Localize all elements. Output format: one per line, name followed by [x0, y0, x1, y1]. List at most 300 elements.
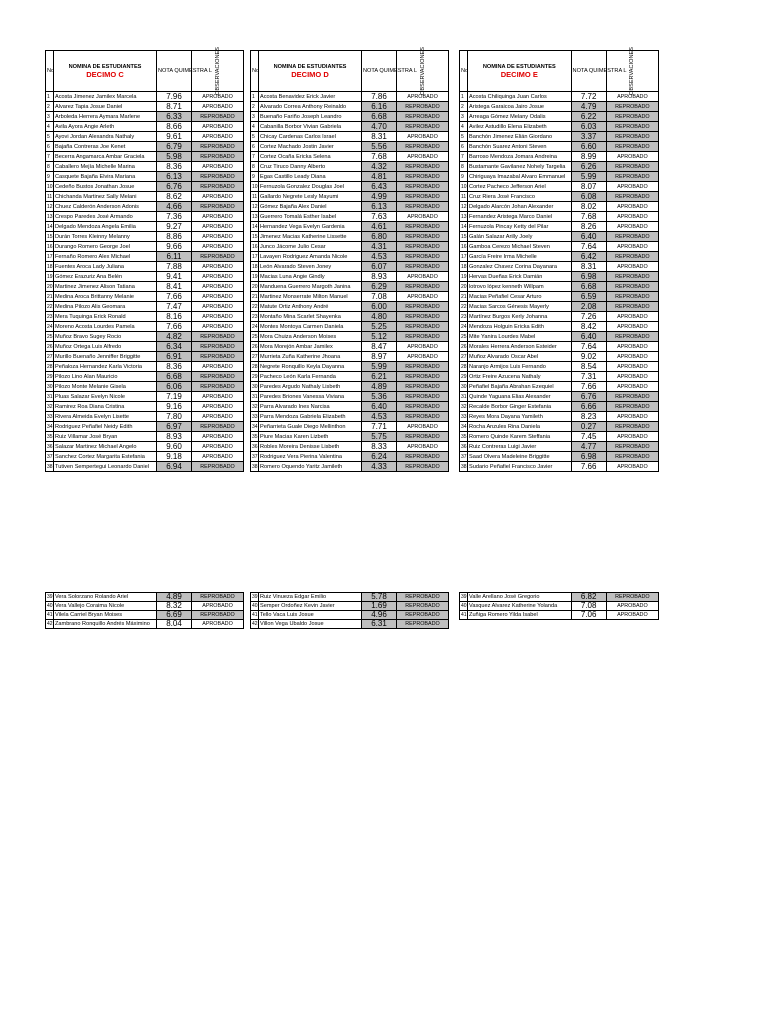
status-label: APROBADO: [192, 392, 244, 402]
student-name: Fernandez Aristega Marco Daniel: [468, 212, 572, 222]
row-number: 12: [47, 203, 53, 210]
student-row: [460, 392, 659, 402]
row-number: 6: [460, 142, 468, 152]
student-row: [251, 262, 449, 272]
student-name: Cortez Pacheco Jefferson Ariel: [468, 182, 572, 192]
grade-value: 6.76: [571, 392, 606, 402]
student-row: [460, 212, 659, 222]
status-label: REPROBADO: [606, 232, 658, 242]
status-label: REPROBADO: [606, 162, 658, 172]
grade-value: 4.99: [362, 192, 397, 202]
grade-value: 6.42: [571, 252, 606, 262]
row-number: 29: [47, 373, 53, 380]
student-row: [46, 402, 244, 412]
status-label: APROBADO: [606, 182, 658, 192]
status-label: REPROBADO: [192, 382, 244, 392]
grade-value: 6.80: [362, 232, 397, 242]
row-number: 35: [252, 433, 258, 440]
grade-value: 8.36: [157, 362, 192, 372]
student-row: [251, 212, 449, 222]
row-number: 33: [252, 413, 258, 420]
status-label: APROBADO: [192, 272, 244, 282]
student-name: Villon Vega Ubaldo Josue: [259, 620, 362, 629]
status-label: APROBADO: [606, 312, 658, 322]
row-number: 17: [47, 253, 53, 260]
header-no: No: [46, 51, 54, 92]
student-name: García Freire Irma Michelle: [468, 252, 572, 262]
row-number: 8: [460, 162, 468, 172]
student-row: [251, 272, 449, 282]
row-number: 9: [46, 172, 54, 182]
grade-value: 6.29: [362, 282, 397, 292]
student-name: Negrete Ronquillo Keyla Dayanna: [259, 362, 362, 372]
grade-value: 6.11: [157, 252, 192, 262]
row-number: 23: [461, 313, 467, 320]
student-name: Vilela Carriel Bryan Moises: [54, 611, 157, 620]
student-row: [46, 102, 244, 112]
status-label: REPROBADO: [397, 312, 449, 322]
grade-value: 4.66: [157, 202, 192, 212]
status-label: APROBADO: [192, 302, 244, 312]
row-number: 35: [461, 433, 467, 440]
student-name: Muñoz Ortega Luis Alfredo: [54, 342, 157, 352]
row-number: 31: [461, 393, 467, 400]
status-label: REPROBADO: [397, 452, 449, 462]
student-row: [460, 422, 659, 432]
row-number: 21: [47, 293, 53, 300]
grade-value: 6.60: [571, 142, 606, 152]
row-number: 9: [460, 172, 468, 182]
grade-value: 7.66: [157, 322, 192, 332]
student-row: [46, 382, 244, 392]
grade-value: 5.98: [157, 152, 192, 162]
grade-value: 6.40: [571, 232, 606, 242]
header-observations: OBSERVACIONES: [629, 47, 636, 95]
row-number: 11: [252, 193, 258, 200]
status-label: REPROBADO: [606, 302, 658, 312]
student-name: Buenaño Fariño Joseph Leandro: [259, 112, 362, 122]
grade-value: 7.63: [362, 212, 397, 222]
student-name: Gómez Erazuriz Ana Belén: [54, 272, 157, 282]
grade-value: 9.66: [157, 242, 192, 252]
student-name: Ortiz Freire Azucena Nathaly: [468, 372, 572, 382]
student-row: [460, 182, 659, 192]
header-grade: NOTA QUIMESTRA L: [157, 51, 192, 92]
row-number: 28: [252, 363, 258, 370]
student-row: [460, 593, 659, 602]
grade-value: 8.07: [571, 182, 606, 192]
status-label: REPROBADO: [397, 262, 449, 272]
status-label: APROBADO: [606, 92, 658, 102]
header-observations: OBSERVACIONES: [214, 47, 221, 95]
student-name: Pacheco León Karla Fernanda: [259, 372, 362, 382]
grade-value: 8.16: [157, 312, 192, 322]
status-label: REPROBADO: [397, 602, 449, 611]
row-number: 41: [252, 612, 258, 618]
student-row: [251, 252, 449, 262]
row-number: 38: [461, 463, 467, 470]
course-table-decimo-c-continued: [45, 592, 244, 629]
grade-value: 6.07: [362, 262, 397, 272]
row-number: 19: [47, 273, 53, 280]
student-row: [460, 252, 659, 262]
status-label: REPROBADO: [397, 432, 449, 442]
header-observations-cell: [397, 47, 449, 95]
row-number: 30: [461, 383, 467, 390]
student-row: [46, 222, 244, 232]
grade-value: 7.45: [571, 432, 606, 442]
row-number: 3: [460, 112, 468, 122]
status-label: APROBADO: [606, 262, 658, 272]
row-number: 5: [460, 132, 468, 142]
student-name: Rivera Almeida Evelyn Lisette: [54, 412, 157, 422]
status-label: REPROBADO: [606, 593, 658, 602]
student-name: Junco Jácome Julio Cesar: [259, 242, 362, 252]
status-label: APROBADO: [192, 412, 244, 422]
status-label: APROBADO: [397, 292, 449, 302]
student-name: Hervas Dueñas Erick Damián: [468, 272, 572, 282]
student-row: [46, 252, 244, 262]
grade-value: 7.66: [157, 292, 192, 302]
row-number: 16: [461, 243, 467, 250]
grade-value: 8.41: [157, 282, 192, 292]
course-table-decimo-e-continued: [459, 592, 659, 620]
row-number: 36: [252, 443, 258, 450]
row-number: 14: [47, 223, 53, 230]
student-name: Semper Ordoñez Kevin Javier: [259, 602, 362, 611]
grade-value: 8.62: [157, 192, 192, 202]
student-row: [251, 402, 449, 412]
status-label: REPROBADO: [397, 462, 449, 472]
grade-value: 4.79: [571, 102, 606, 112]
student-name: Cruz Riera José Francisco: [468, 192, 572, 202]
grade-value: 6.82: [571, 593, 606, 602]
student-name: Quinde Yaguana Elias Alexander: [468, 392, 572, 402]
student-row: [251, 382, 449, 392]
header-title: NOMINA DE ESTUDIANTES: [68, 64, 142, 70]
row-number: 6: [251, 142, 259, 152]
student-name: Rocha Anzules Rina Daniela: [468, 422, 572, 432]
student-row: [460, 602, 659, 611]
grade-value: 6.21: [362, 372, 397, 382]
grade-value: 7.64: [571, 342, 606, 352]
student-name: Delgado Alarcón Johan Alexander: [468, 202, 572, 212]
grade-value: 7.31: [571, 372, 606, 382]
student-row: [251, 322, 449, 332]
grade-value: 9.18: [157, 452, 192, 462]
student-row: [46, 332, 244, 342]
student-row: [46, 212, 244, 222]
course-name: DECIMO D: [291, 70, 329, 79]
student-name: Gamboa Cerezo Michael Steven: [468, 242, 572, 252]
row-number: 10: [252, 183, 258, 190]
status-label: APROBADO: [606, 352, 658, 362]
status-label: APROBADO: [397, 442, 449, 452]
row-number: 4: [460, 122, 468, 132]
student-name: Macias Luna Angie Gindly: [259, 272, 362, 282]
status-label: REPROBADO: [606, 132, 658, 142]
status-label: REPROBADO: [606, 172, 658, 182]
student-name: Bustamante Gavilanez Nohely Targelia: [468, 162, 572, 172]
grade-value: 7.96: [157, 92, 192, 102]
grade-value: 7.08: [362, 292, 397, 302]
status-label: APROBADO: [397, 92, 449, 102]
student-name: Martinez Jimenez Alison Tatiana: [54, 282, 157, 292]
student-row: [460, 122, 659, 132]
student-name: Medina Aroca Brittanny Melanie: [54, 292, 157, 302]
status-label: REPROBADO: [397, 282, 449, 292]
row-number: 40: [47, 603, 53, 609]
grade-value: 8.23: [571, 412, 606, 422]
student-name: Avila Ayora Angie Arleth: [54, 122, 157, 132]
student-row: [460, 352, 659, 362]
grade-value: 7.36: [157, 212, 192, 222]
status-label: APROBADO: [192, 122, 244, 132]
student-row: [460, 262, 659, 272]
row-number: 11: [461, 193, 467, 200]
grade-value: 4.82: [157, 332, 192, 342]
student-name: Montaño Mina Scarlet Shayenka: [259, 312, 362, 322]
status-label: APROBADO: [397, 132, 449, 142]
row-number: 2: [460, 102, 468, 112]
student-name: Acosta Benavidez Erick Javier: [259, 92, 362, 102]
student-name: Delgado Mendoza Angela Emilia: [54, 222, 157, 232]
header-title-cell: [259, 51, 362, 92]
status-label: REPROBADO: [397, 222, 449, 232]
student-row: [460, 462, 659, 472]
status-label: APROBADO: [606, 602, 658, 611]
student-row: [46, 192, 244, 202]
status-label: APROBADO: [606, 462, 658, 472]
grade-value: 4.80: [362, 312, 397, 322]
row-number: 13: [47, 213, 53, 220]
student-name: Barroso Mendoza Jomara Andreina: [468, 152, 572, 162]
row-number: 32: [47, 403, 53, 410]
course-name: DECIMO E: [500, 70, 538, 79]
grade-value: 6.68: [157, 372, 192, 382]
student-row: [251, 452, 449, 462]
grade-value: 7.72: [571, 92, 606, 102]
grade-value: 6.59: [571, 292, 606, 302]
status-label: REPROBADO: [192, 112, 244, 122]
grade-value: 8.31: [362, 132, 397, 142]
status-label: REPROBADO: [397, 112, 449, 122]
grade-value: 8.32: [157, 602, 192, 611]
student-name: Parra Mendoza Gabriela Elizabeth: [259, 412, 362, 422]
student-name: Muñoz Alvarado Oscar Abel: [468, 352, 572, 362]
grade-value: 8.36: [157, 162, 192, 172]
grade-value: 8.31: [571, 262, 606, 272]
status-label: REPROBADO: [397, 202, 449, 212]
header-title-cell: [468, 51, 572, 92]
row-number: 25: [47, 333, 53, 340]
student-row: [251, 182, 449, 192]
student-name: Fernuzola Pincay Ketty del Pilar: [468, 222, 572, 232]
row-number: 3: [251, 112, 259, 122]
table-header-row: [460, 51, 659, 92]
status-label: APROBADO: [192, 282, 244, 292]
student-name: Recalde Borbor Ginger Estefania: [468, 402, 572, 412]
status-label: APROBADO: [397, 352, 449, 362]
student-name: León Alvarado Steven Joney: [259, 262, 362, 272]
grade-value: 5.75: [362, 432, 397, 442]
status-label: REPROBADO: [397, 102, 449, 112]
student-row: [46, 611, 244, 620]
student-name: Galán Salazar Arilly Joely: [468, 232, 572, 242]
grade-value: 0.27: [571, 422, 606, 432]
grade-value: 6.43: [362, 182, 397, 192]
student-name: Mora Chuiza Anderson Moises: [259, 332, 362, 342]
row-number: 31: [252, 393, 258, 400]
grade-value: 5.56: [362, 142, 397, 152]
status-label: REPROBADO: [397, 412, 449, 422]
student-row: [251, 342, 449, 352]
student-row: [46, 302, 244, 312]
row-number: 30: [47, 383, 53, 390]
student-row: [460, 332, 659, 342]
row-number: 1: [460, 92, 468, 102]
status-label: APROBADO: [192, 242, 244, 252]
status-label: REPROBADO: [192, 593, 244, 602]
status-label: APROBADO: [606, 611, 658, 620]
student-row: [251, 132, 449, 142]
student-row: [251, 192, 449, 202]
grade-value: 4.70: [362, 122, 397, 132]
grade-value: 6.40: [571, 332, 606, 342]
grade-value: 8.86: [157, 232, 192, 242]
grade-value: 8.26: [571, 222, 606, 232]
row-number: 34: [461, 423, 467, 430]
status-label: APROBADO: [192, 132, 244, 142]
student-name: Murrieta Zuña Katherine Jhoana: [259, 352, 362, 362]
course-table-decimo-d-continued: [250, 592, 449, 629]
status-label: APROBADO: [606, 212, 658, 222]
row-number: 33: [47, 413, 53, 420]
student-name: Mendoza Holguin Ericka Edith: [468, 322, 572, 332]
course-table-decimo-d: [250, 47, 449, 472]
student-row: [46, 202, 244, 212]
status-label: REPROBADO: [606, 252, 658, 262]
student-name: Vera Solorzano Rolando Ariel: [54, 593, 157, 602]
grade-value: 4.77: [571, 442, 606, 452]
student-row: [460, 412, 659, 422]
student-row: [251, 442, 449, 452]
status-label: APROBADO: [192, 312, 244, 322]
status-label: REPROBADO: [397, 232, 449, 242]
header-title-cell: [54, 51, 157, 92]
student-name: Lavayen Rodriguez Amanda Nicole: [259, 252, 362, 262]
student-name: Durango Romero George Joel: [54, 242, 157, 252]
grade-value: 6.03: [571, 122, 606, 132]
status-label: REPROBADO: [397, 182, 449, 192]
status-label: REPROBADO: [397, 172, 449, 182]
row-number: 18: [461, 263, 467, 270]
header-no: No: [460, 51, 468, 92]
student-row: [251, 372, 449, 382]
status-label: APROBADO: [192, 232, 244, 242]
student-row: [251, 122, 449, 132]
grade-value: 6.98: [571, 272, 606, 282]
grade-value: 6.13: [157, 172, 192, 182]
grade-value: 4.32: [362, 162, 397, 172]
student-name: lotrovo lópez kenneth Willpam: [468, 282, 572, 292]
grade-value: 8.54: [571, 362, 606, 372]
student-name: Medina Pilozo Alis Geomara: [54, 302, 157, 312]
student-name: Cruz Tiruco Danny Alberto: [259, 162, 362, 172]
grade-value: 6.66: [571, 402, 606, 412]
student-row: [46, 322, 244, 332]
student-row: [460, 322, 659, 332]
row-number: 11: [47, 193, 53, 200]
status-label: REPROBADO: [606, 272, 658, 282]
student-name: Ramirez Roa Diana Cristina: [54, 402, 157, 412]
row-number: 1: [46, 92, 54, 102]
student-name: Pilozo Monte Melanie Gisela: [54, 382, 157, 392]
grade-value: 6.98: [571, 452, 606, 462]
grade-value: 7.86: [362, 92, 397, 102]
row-number: 21: [461, 293, 467, 300]
student-row: [251, 611, 449, 620]
status-label: REPROBADO: [192, 342, 244, 352]
student-row: [46, 262, 244, 272]
student-row: [460, 342, 659, 352]
status-label: APROBADO: [606, 342, 658, 352]
student-row: [460, 372, 659, 382]
student-name: Tutiven Sempertegui Leonardo Daniel: [54, 462, 157, 472]
grade-value: 6.94: [157, 462, 192, 472]
student-row: [460, 242, 659, 252]
student-row: [251, 462, 449, 472]
status-label: REPROBADO: [606, 282, 658, 292]
student-row: [46, 442, 244, 452]
row-number: 19: [461, 273, 467, 280]
student-row: [460, 302, 659, 312]
row-number: 27: [252, 353, 258, 360]
student-name: Crespo Paredes José Armando: [54, 212, 157, 222]
row-number: 37: [252, 453, 258, 460]
student-row: [251, 412, 449, 422]
header-grade: NOTA QUIMESTRA L: [571, 51, 606, 92]
row-number: 40: [461, 603, 467, 609]
student-name: Matute Ortiz Anthony André: [259, 302, 362, 312]
row-number: 22: [252, 303, 258, 310]
student-name: Peñafiel Bajaña Abrahan Ezequiel: [468, 382, 572, 392]
student-row: [251, 152, 449, 162]
student-name: Mora Morejón Ambar Jamilex: [259, 342, 362, 352]
row-number: 26: [461, 343, 467, 350]
student-name: Muñoz Bravo Sugey Rocio: [54, 332, 157, 342]
status-label: REPROBADO: [192, 182, 244, 192]
status-label: APROBADO: [192, 222, 244, 232]
student-row: [460, 102, 659, 112]
status-label: REPROBADO: [606, 332, 658, 342]
student-name: Tello Vaca Luis Josue: [259, 611, 362, 620]
student-row: [460, 312, 659, 322]
status-label: REPROBADO: [397, 192, 449, 202]
row-number: 9: [251, 172, 259, 182]
student-name: Macias Peñafiel Cesar Arturo: [468, 292, 572, 302]
row-number: 5: [251, 132, 259, 142]
row-number: 20: [47, 283, 53, 290]
student-row: [46, 392, 244, 402]
student-name: Fernuzola Gonzalez Douglas Joel: [259, 182, 362, 192]
row-number: 17: [252, 253, 258, 260]
grade-value: 6.76: [157, 182, 192, 192]
student-name: Martínez Burgos Kerly Johanna: [468, 312, 572, 322]
grade-value: 4.89: [157, 593, 192, 602]
student-row: [251, 332, 449, 342]
student-name: Sanchez Cortez Margarita Estefania: [54, 452, 157, 462]
